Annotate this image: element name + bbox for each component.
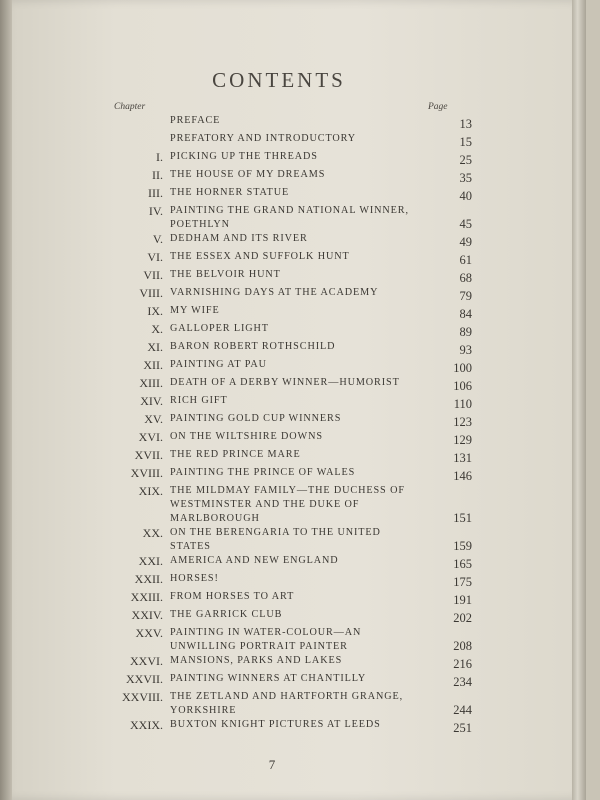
toc-entry: [92, 204, 472, 232]
chapter-title: PAINTING THE PRINCE OF WALES: [170, 467, 356, 478]
toc-entry: [92, 690, 472, 718]
page-ref: 84: [459, 307, 472, 321]
chapter-title: ON THE WILTSHIRE DOWNS: [170, 431, 323, 442]
chapter-number: XVIII.: [130, 466, 163, 480]
chapter-title: HORSES!: [170, 573, 219, 584]
page-ref: 131: [453, 451, 472, 465]
toc-entry: [92, 376, 472, 394]
chapter-title: THE RED PRINCE MARE: [170, 449, 301, 460]
chapter-number: XIV.: [140, 394, 163, 408]
chapter-number: XXIV.: [131, 608, 163, 622]
chapter-number: XVII.: [134, 448, 163, 462]
book-page: [12, 0, 586, 800]
chapter-title: THE ESSEX AND SUFFOLK HUNT: [170, 251, 350, 262]
chapter-title: DEDHAM AND ITS RIVER: [170, 233, 308, 244]
chapter-number: VII.: [143, 268, 163, 282]
chapter-title: PAINTING AT PAU: [170, 359, 267, 370]
page-ref: 129: [453, 433, 472, 447]
page-ref: 25: [459, 153, 472, 167]
page-ref: 79: [459, 289, 472, 303]
chapter-title: THE HOUSE OF MY DREAMS: [170, 169, 326, 180]
chapter-number: XI.: [147, 340, 163, 354]
chapter-number: XVI.: [138, 430, 163, 444]
chapter-title: VARNISHING DAYS AT THE ACADEMY: [170, 287, 379, 298]
chapter-number: XX.: [142, 526, 163, 540]
page-ref: 68: [459, 271, 472, 285]
toc-entry: [92, 394, 472, 412]
chapter-title: PAINTING IN WATER-COLOUR—AN UNWILLING PORTRAIT PAINTER: [170, 627, 362, 652]
chapter-number: XXVI.: [130, 654, 163, 668]
chapter-number: V.: [152, 232, 163, 246]
page-ref: 151: [453, 511, 472, 525]
page-ref: 251: [453, 721, 472, 735]
toc-entry: [92, 114, 472, 132]
table-of-contents: [92, 114, 472, 736]
page-ref: 216: [453, 657, 472, 671]
toc-entry: [92, 526, 472, 554]
chapter-title: PREFATORY AND INTRODUCTORY: [170, 133, 357, 144]
toc-entry: [92, 412, 472, 430]
toc-entry: [92, 626, 472, 654]
page-ref: 45: [459, 217, 472, 231]
page-title: CONTENTS: [212, 68, 346, 92]
toc-entry: [92, 466, 472, 484]
page-ref: 61: [459, 253, 472, 267]
toc-entry: [92, 286, 472, 304]
toc-entry: [92, 608, 472, 626]
chapter-number: XXI.: [138, 554, 163, 568]
chapter-title: RICH GIFT: [170, 395, 228, 406]
page-ref: 165: [453, 557, 472, 571]
page-edge: [572, 0, 586, 800]
chapter-title: BUXTON KNIGHT PICTURES AT LEEDS: [170, 719, 381, 730]
toc-entry: [92, 150, 472, 168]
chapter-title: PREFACE: [170, 115, 221, 126]
page-ref: 106: [453, 379, 472, 393]
chapter-title: BARON ROBERT ROTHSCHILD: [170, 341, 336, 352]
page-number: 7: [268, 757, 276, 772]
chapter-title: FROM HORSES TO ART: [170, 591, 295, 602]
toc-entry: [92, 572, 472, 590]
chapter-title: ON THE BERENGARIA TO THE UNITED STATES: [170, 527, 381, 552]
chapter-number: XXV.: [135, 626, 163, 640]
chapter-number: XIX.: [138, 484, 163, 498]
toc-entry: [92, 554, 472, 572]
chapter-title: PAINTING GOLD CUP WINNERS: [170, 413, 342, 424]
chapter-title: PICKING UP THE THREADS: [170, 151, 318, 162]
toc-entry: [92, 304, 472, 322]
page-ref: 100: [453, 361, 472, 375]
toc-entry: [92, 186, 472, 204]
chapter-number: VIII.: [139, 286, 163, 300]
chapter-number: XXIII.: [130, 590, 163, 604]
page-ref: 13: [459, 117, 472, 131]
chapter-title: GALLOPER LIGHT: [170, 323, 269, 334]
page-ref: 159: [453, 539, 472, 553]
page-ref: 49: [459, 235, 472, 249]
chapter-number: VI.: [147, 250, 163, 264]
page-ref: 175: [453, 575, 472, 589]
chapter-title: AMERICA AND NEW ENGLAND: [170, 555, 339, 566]
chapter-title: PAINTING THE GRAND NATIONAL WINNER, POETHLYN: [170, 205, 409, 230]
chapter-number: XXVII.: [126, 672, 163, 686]
chapter-column-label: Chapter: [114, 102, 146, 112]
page-ref: 244: [453, 703, 472, 717]
toc-entry: [92, 430, 472, 448]
toc-entry: [92, 448, 472, 466]
chapter-number: X.: [151, 322, 163, 336]
page-column-label: Page: [428, 102, 448, 112]
toc-entry: [92, 168, 472, 186]
toc-entry: [92, 654, 472, 672]
page-ref: 146: [453, 469, 472, 483]
page-ref: 234: [453, 675, 472, 689]
chapter-number: IV.: [148, 204, 163, 218]
page-ref: 89: [459, 325, 472, 339]
chapter-title: PAINTING WINNERS AT CHANTILLY: [170, 673, 367, 684]
toc-entry: [92, 672, 472, 690]
toc-entry: [92, 322, 472, 340]
chapter-title: DEATH OF A DERBY WINNER—HUMORIST: [170, 377, 400, 388]
page-ref: 110: [453, 397, 472, 411]
chapter-title: MANSIONS, PARKS AND LAKES: [170, 655, 343, 666]
toc-entry: [92, 232, 472, 250]
page-ref: 93: [459, 343, 472, 357]
chapter-number: XXIX.: [130, 718, 163, 732]
chapter-number: II.: [152, 168, 163, 182]
chapter-title: THE MILDMAY FAMILY—THE DUCHESS OF WESTMINSTER AND THE DUKE OF MARLBOROUGH: [170, 485, 405, 524]
toc-entry: [92, 268, 472, 286]
chapter-title: THE HORNER STATUE: [170, 187, 290, 198]
toc-entry: [92, 718, 472, 736]
toc-entry: [92, 484, 472, 526]
page-ref: 208: [453, 639, 472, 653]
chapter-number: XXII.: [134, 572, 163, 586]
toc-entry: [92, 250, 472, 268]
chapter-number: III.: [148, 186, 163, 200]
page-ref: 40: [459, 189, 472, 203]
page-ref: 202: [453, 611, 472, 625]
page-ref: 191: [453, 593, 472, 607]
chapter-number: XIII.: [139, 376, 163, 390]
book-spine-shadow: [0, 0, 12, 800]
chapter-title: THE GARRICK CLUB: [170, 609, 283, 620]
chapter-number: I.: [156, 150, 163, 164]
chapter-title: THE BELVOIR HUNT: [170, 269, 281, 280]
chapter-number: XV.: [144, 412, 163, 426]
chapter-number: XXVIII.: [122, 690, 163, 704]
chapter-number: XII.: [143, 358, 163, 372]
chapter-title: MY WIFE: [170, 305, 220, 316]
toc-entry: [92, 340, 472, 358]
toc-entry: [92, 132, 472, 150]
page-ref: 123: [453, 415, 472, 429]
chapter-title: THE ZETLAND AND HARTFORTH GRANGE, YORKSHIRE: [170, 691, 404, 716]
toc-entry: [92, 590, 472, 608]
toc-entry: [92, 358, 472, 376]
page-ref: 15: [459, 135, 472, 149]
chapter-number: IX.: [147, 304, 163, 318]
page-ref: 35: [459, 171, 472, 185]
